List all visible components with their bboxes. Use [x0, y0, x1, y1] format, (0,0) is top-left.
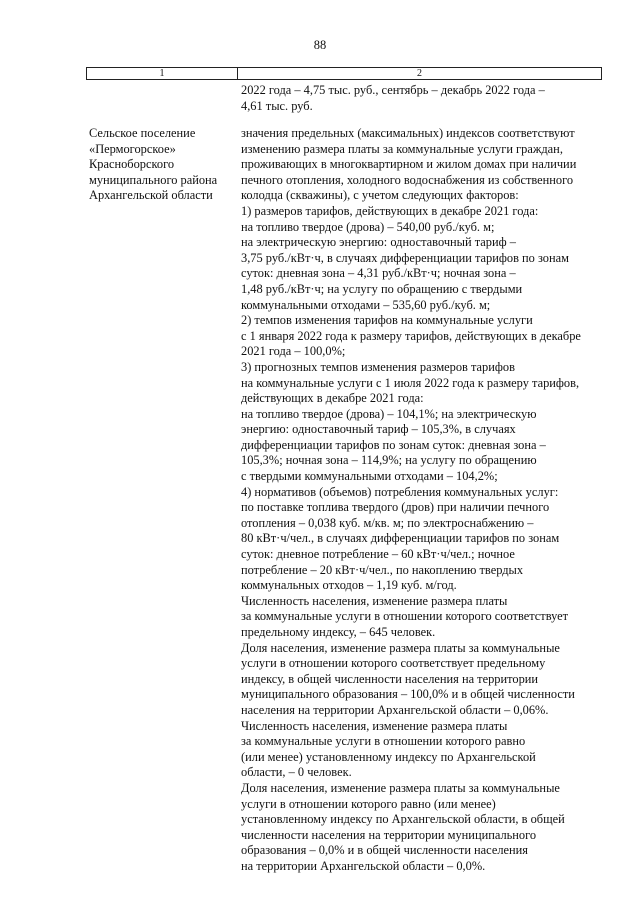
- text-line: на электрическую энергию: одноставочный тариф –: [241, 235, 516, 250]
- text-line: численности населения на территории муниципального: [241, 827, 537, 842]
- municipality-name: [89, 126, 217, 204]
- text-line: индексу, в общей численности населения на территории: [241, 671, 539, 686]
- text-line: потребление – 20 кВт·ч/чел., по накоплению твердых: [241, 562, 524, 577]
- table-column-header: [86, 67, 602, 80]
- text-line: установленному индексу по Архангельской области, в общей: [241, 812, 565, 827]
- text-line: изменению размера платы за коммунальные услуги граждан,: [241, 141, 563, 156]
- text-line: (или менее) установленному индексу по Архангельской: [241, 749, 536, 764]
- text-line: дифференциации тарифов по зонам суток: дневная зона –: [241, 437, 546, 452]
- text-line: 2022 года – 4,75 тыс. руб., сентябрь – декабрь 2022 года –: [241, 83, 545, 97]
- text-line: по поставке топлива твердого (дров) при наличии печного: [241, 500, 550, 515]
- text-line: суток: дневная зона – 4,31 руб./кВт·ч; ночная зона –: [241, 266, 516, 281]
- text-line: «Пермогорское»: [89, 141, 176, 156]
- text-line: отопления – 0,038 куб. м/кв. м; по электроснабжению –: [241, 515, 534, 530]
- text-line: действующих в декабре 2021 года:: [241, 391, 424, 406]
- text-line: с твердыми коммунальными отходами – 104,2%;: [241, 469, 498, 484]
- text-line: за коммунальные услуги в отношении которого соответствует: [241, 609, 569, 624]
- text-line: населения на территории Архангельской области – 0,06%.: [241, 702, 549, 717]
- text-line: на коммунальные услуги с 1 июля 2022 года к размеру тарифов,: [241, 375, 580, 390]
- text-line: за коммунальные услуги в отношении которого равно: [241, 734, 526, 749]
- text-line: Доля населения, изменение размера платы за коммунальные: [241, 780, 560, 795]
- text-line: печного отопления, холодного водоснабжения из собственного: [241, 172, 574, 187]
- text-line: проживающих в многоквартирном и жилом домах при наличии: [241, 157, 577, 172]
- text-line: Доля населения, изменение размера платы за коммунальные: [241, 640, 560, 655]
- text-line: 1) размеров тарифов, действующих в декабре 2021 года:: [241, 203, 539, 218]
- text-line: на территории Архангельской области – 0,0%.: [241, 858, 486, 873]
- continuation-text: [241, 83, 545, 114]
- text-line: 4,61 тыс. руб.: [241, 98, 313, 113]
- column-number-2: 2: [417, 68, 422, 79]
- text-line: на топливо твердое (дрова) – 540,00 руб./куб. м;: [241, 219, 495, 234]
- text-line: образования – 0,0% и в общей численности населения: [241, 843, 528, 858]
- text-line: 3) прогнозных темпов изменения размеров тарифов: [241, 359, 515, 374]
- text-line: Сельское поселение: [89, 126, 196, 140]
- text-line: коммунальными отходами – 535,60 руб./куб. м;: [241, 297, 491, 312]
- text-line: Численность населения, изменение размера платы: [241, 718, 508, 733]
- text-line: области, – 0 человек.: [241, 765, 352, 780]
- text-line: предельному индексу, – 645 человек.: [241, 625, 436, 639]
- tariff-description: [241, 126, 581, 875]
- text-line: услуги в отношении которого соответствует предельному: [241, 656, 546, 671]
- text-line: Красноборского: [89, 157, 175, 172]
- text-line: энергию: одноставочный тариф – 105,3%, в случаях: [241, 422, 516, 437]
- text-line: 1,48 руб./кВт·ч; на услугу по обращению с твердыми: [241, 281, 523, 296]
- column-number-1: 1: [87, 68, 238, 79]
- text-line: 3,75 руб./кВт·ч, в случаях дифференциации тарифов по зонам: [241, 250, 569, 265]
- text-line: муниципального образования – 100,0% и в общей численности: [241, 687, 575, 702]
- text-line: 2021 года – 100,0%;: [241, 344, 346, 359]
- text-line: Архангельской области: [89, 188, 213, 203]
- text-line: значения предельных (максимальных) индексов соответствуют: [241, 126, 575, 140]
- text-line: 2) темпов изменения тарифов на коммунальные услуги: [241, 313, 533, 328]
- text-line: 4) нормативов (объемов) потребления коммунальных услуг:: [241, 484, 559, 499]
- text-line: 105,3%; ночная зона – 114,9%; на услугу по обращению: [241, 453, 537, 468]
- text-line: муниципального района: [89, 172, 218, 187]
- text-line: суток: дневное потребление – 60 кВт·ч/чел.; ночное: [241, 547, 515, 562]
- text-line: с 1 января 2022 года к размеру тарифов, действующих в декабре: [241, 328, 581, 343]
- text-line: 80 кВт·ч/чел., в случаях дифференциации тарифов по зонам: [241, 531, 560, 546]
- text-line: коммунальных отходов – 1,19 куб. м/год.: [241, 578, 457, 593]
- text-line: Численность населения, изменение размера платы: [241, 593, 508, 608]
- text-line: колодца (скважины), с учетом следующих факторов:: [241, 188, 519, 203]
- text-line: услуги в отношении которого равно (или менее): [241, 796, 496, 811]
- page-number: 88: [313, 38, 327, 52]
- text-line: на топливо твердое (дрова) – 104,1%; на электрическую: [241, 406, 537, 421]
